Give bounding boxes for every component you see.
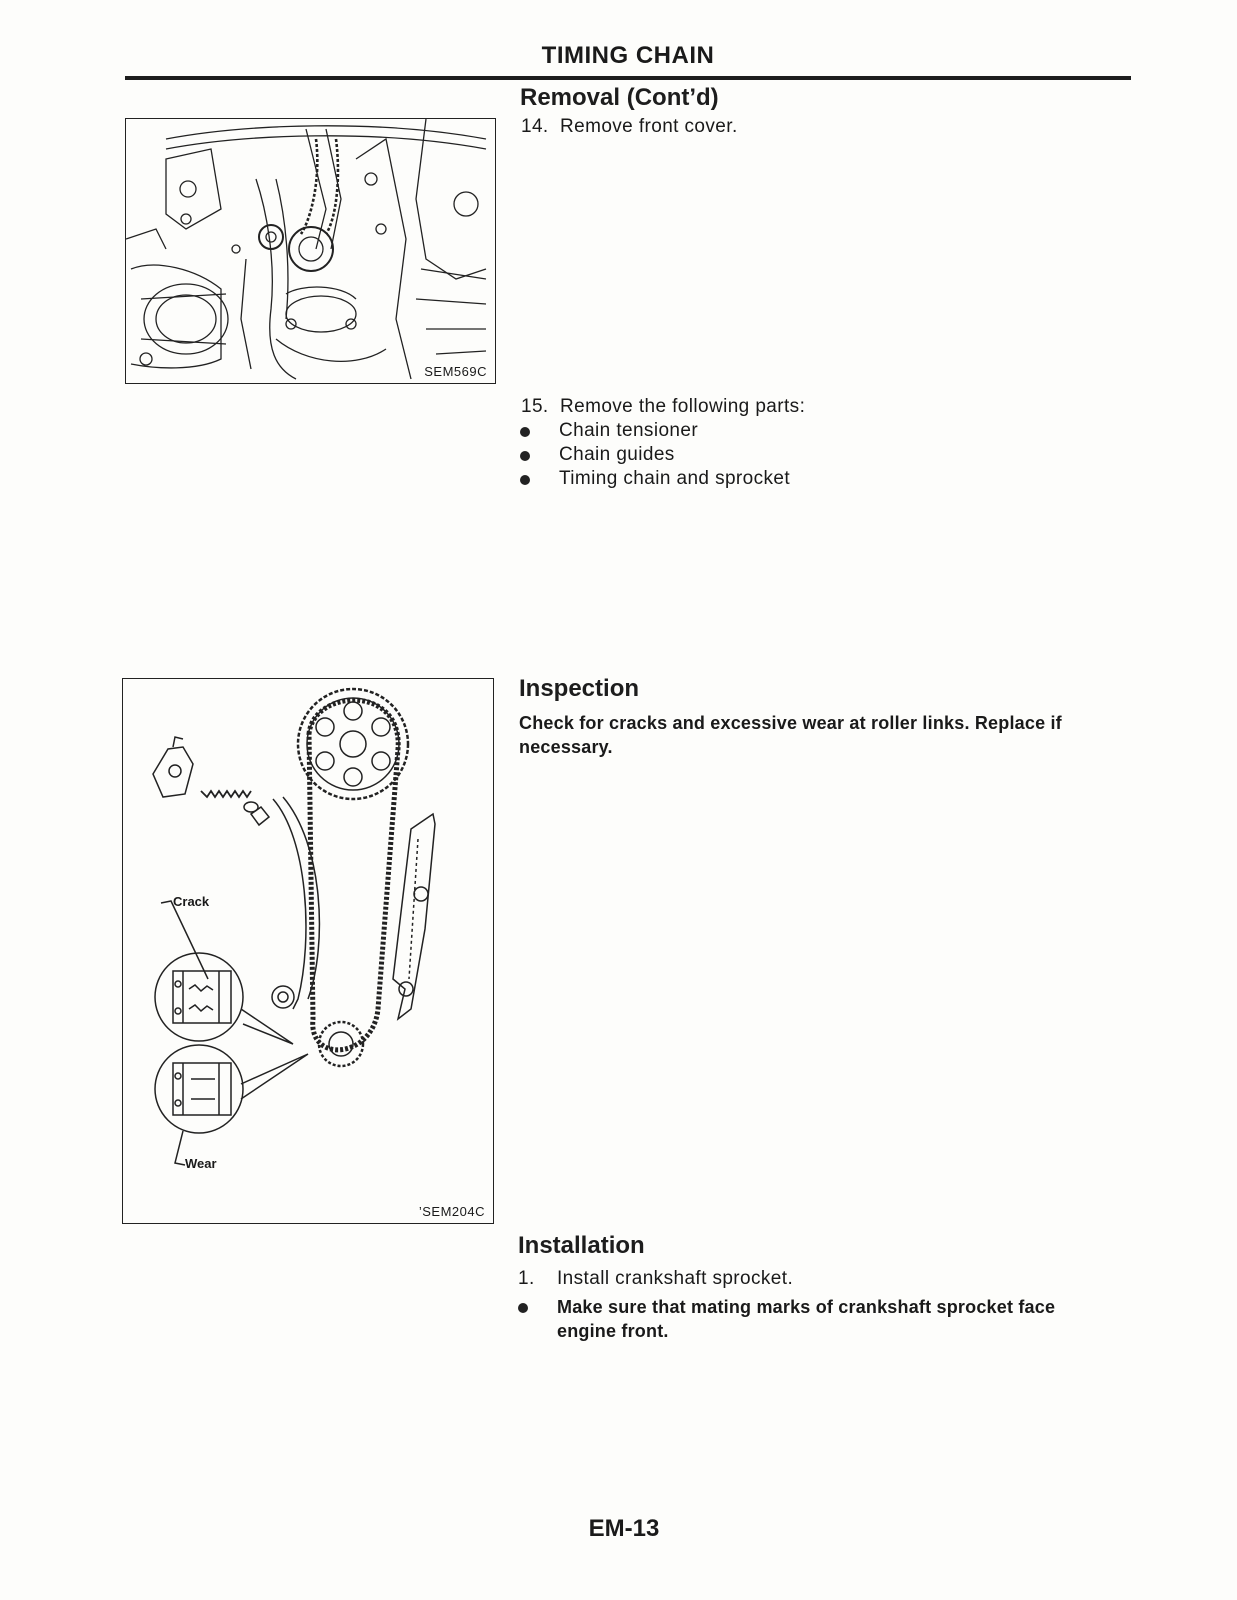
timing-chain-illustration bbox=[122, 678, 494, 1224]
bullet-icon bbox=[520, 451, 530, 461]
list-item: Timing chain and sprocket bbox=[520, 468, 790, 492]
inspection-text-line2: necessary. bbox=[519, 737, 613, 757]
inspection-text-line1: Check for cracks and excessive wear at roller links. Replace if bbox=[519, 713, 1062, 733]
engine-front-illustration bbox=[125, 118, 496, 384]
page-number: EM-13 bbox=[588, 1515, 660, 1542]
page-title: TIMING CHAIN bbox=[541, 42, 715, 69]
step-14-text: Remove front cover. bbox=[560, 116, 738, 137]
install-step-1-number: 1. bbox=[518, 1268, 535, 1289]
figure-code-sem569c: SEM569C bbox=[424, 364, 487, 379]
bullet-icon bbox=[520, 475, 530, 485]
install-note-line1: Make sure that mating marks of crankshaft sprocket face bbox=[557, 1297, 1056, 1317]
bullet-icon bbox=[518, 1303, 528, 1313]
chain-drawing bbox=[123, 679, 494, 1224]
step-15-text: Remove the following parts: bbox=[560, 396, 806, 417]
install-step-1-text: Install crankshaft sprocket. bbox=[557, 1268, 794, 1289]
bullet-icon bbox=[520, 427, 530, 437]
install-note-line2: engine front. bbox=[557, 1321, 669, 1341]
label-crack: Crack bbox=[173, 894, 210, 909]
step-14-number: 14. bbox=[521, 116, 549, 137]
step-15-number: 15. bbox=[521, 396, 549, 417]
inspection-heading: Inspection bbox=[519, 675, 640, 702]
figure-code-sem204c: ’SEM204C bbox=[418, 1204, 485, 1219]
label-wear: Wear bbox=[185, 1156, 217, 1171]
installation-heading: Installation bbox=[518, 1232, 645, 1259]
removal-parts-list bbox=[520, 420, 790, 492]
engine-drawing bbox=[126, 119, 496, 384]
header-divider bbox=[125, 76, 1131, 80]
removal-heading: Removal (Cont’d) bbox=[520, 84, 719, 111]
list-item: Chain guides bbox=[520, 444, 790, 468]
list-item: Chain tensioner bbox=[520, 420, 790, 444]
